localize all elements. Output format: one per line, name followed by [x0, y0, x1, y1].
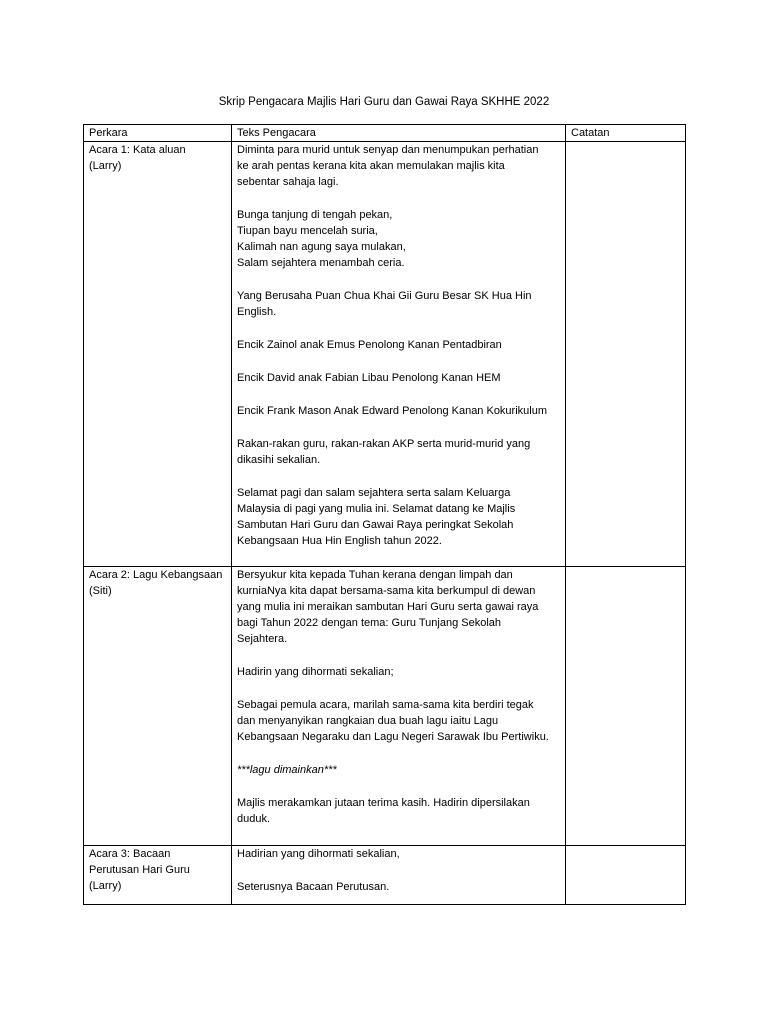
perkara-text: Acara 1: Kata aluan (Larry): [89, 144, 186, 172]
script-paragraph: Hadirian yang dihormati sekalian,: [237, 848, 400, 860]
catatan-cell: [566, 142, 686, 567]
script-paragraph: Encik Frank Mason Anak Edward Penolong Kanan Kokurikulum: [237, 405, 548, 417]
perkara-cell: [84, 142, 232, 567]
perkara-text: Acara 2: Lagu Kebangsaan (Siti): [89, 569, 223, 597]
perkara-text: Acara 3: Bacaan Perutusan Hari Guru (Larry): [89, 848, 190, 892]
teks-pengacara-cell: [232, 846, 566, 905]
header-perkara: Perkara: [84, 125, 232, 142]
table-row: [84, 142, 686, 567]
perkara-cell: [84, 846, 232, 905]
script-paragraph: Hadirin yang dihormati sekalian;: [237, 666, 394, 678]
perkara-cell: [84, 567, 232, 846]
script-paragraph: Encik David anak Fabian Libau Penolong Kanan HEM: [237, 372, 501, 384]
script-paragraph: Yang Berusaha Puan Chua Khai Gii Guru Besar SK Hua Hin English.: [237, 290, 532, 318]
script-paragraph: Majlis merakamkan jutaan terima kasih. Hadirin dipersilakan duduk.: [237, 797, 530, 825]
script-paragraph: Encik Zainol anak Emus Penolong Kanan Pentadbiran: [237, 339, 502, 351]
catatan-cell: [566, 567, 686, 846]
teks-pengacara-cell: [232, 142, 566, 567]
script-paragraph: Selamat pagi dan salam sejahtera serta salam Keluarga Malaysia di pagi yang mulia ini. Selamat datang ke Majlis Sambutan Hari Guru dan Gawai Raya peringkat Sekolah Kebangsaan Hua Hin English tahun 2022.: [237, 487, 516, 547]
script-paragraph: Rakan-rakan guru, rakan-rakan AKP serta murid-murid yang dikasihi sekalian.: [237, 438, 531, 466]
table-header-row: [84, 125, 686, 142]
table-row: [84, 846, 686, 905]
script-table: [83, 124, 686, 905]
script-paragraph: Seterusnya Bacaan Perutusan.: [237, 881, 390, 893]
teks-pengacara-cell: [232, 567, 566, 846]
script-paragraph: Sebagai pemula acara, marilah sama-sama kita berdiri tegak dan menyanyikan rangkaian dua buah lagu iaitu Lagu Kebangsaan Negaraku dan Lagu Negeri Sarawak Ibu Pertiwiku.: [237, 699, 549, 743]
catatan-cell: [566, 846, 686, 905]
document-title: Skrip Pengacara Majlis Hari Guru dan Gawai Raya SKHHE 2022: [218, 96, 550, 108]
header-catatan: Catatan: [566, 125, 686, 142]
stage-direction: ***lagu dimainkan***: [237, 764, 337, 776]
pantun-paragraph: Bunga tanjung di tengah pekan, Tiupan bayu mencelah suria, Kalimah nan agung saya mulakan, Salam sejahtera menambah ceria.: [237, 209, 406, 269]
script-paragraph: Diminta para murid untuk senyap dan menumpukan perhatian ke arah pentas kerana kita akan memulakan majlis kita sebentar sahaja lagi.: [237, 144, 539, 188]
header-teks-pengacara: Teks Pengacara: [232, 125, 566, 142]
table-row: [84, 567, 686, 846]
script-paragraph: Bersyukur kita kepada Tuhan kerana dengan limpah dan kurniaNya kita dapat bersama-sama kita berkumpul di dewan yang mulia ini meraikan sambutan Hari Guru serta gawai raya bagi Tahun 2022 dengan tema: Guru Tunjang Sekolah Sejahtera.: [237, 569, 539, 645]
